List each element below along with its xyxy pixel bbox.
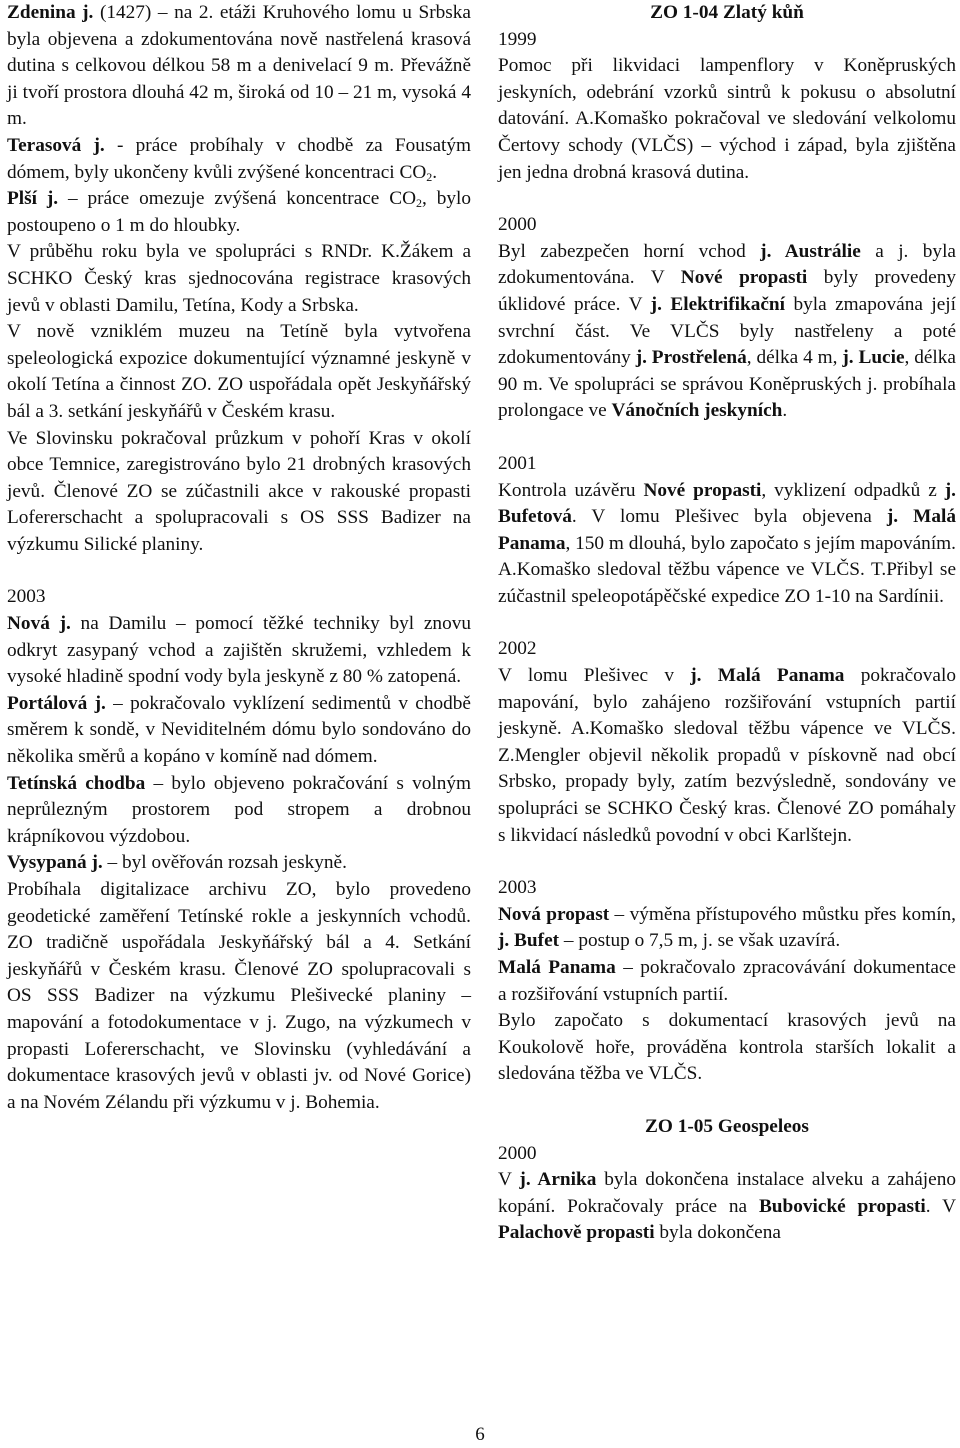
- paragraph-koukolova: Bylo započato s dokumentací krasových jevů na Koukolově hoře, prováděna kontrola starších lokalit a sledována těžba ve VLČS.: [498, 1010, 956, 1085]
- paragraph-vysypana: Vysypaná j. – byl ověřován rozsah jeskyně.: [7, 852, 347, 874]
- paragraph-nova: Nová j. na Damilu – pomocí těžké techniky byl znovu odkryt zasypaný vchod a zajištěn skružemi, vzhledem k vysoké hladině spodní vody byla jeskyně z 80 % zatopená.: [7, 613, 471, 688]
- paragraph-mala-panama: Malá Panama – pokračovalo zpracovávání dokumentace a rozšiřování vstupních partií.: [498, 957, 956, 1005]
- page-number: 6: [475, 1424, 485, 1445]
- paragraph-terasova: Terasová j. - práce probíhaly v chodbě za Fousatým dómem, byly ukončeny kvůli zvýšené koncentraci $CO_2$.: [7, 134, 471, 184]
- section-heading-zo-1-05: ZO 1-05 Geospeleos: [645, 1115, 809, 1137]
- year-2003: 2003: [7, 586, 46, 608]
- paragraph-tetinska: Tetínská chodba – bylo objeveno pokračování s volným neprůlezným prostorem pod stropem a drobnou krápníkovou výzdobou.: [7, 772, 471, 847]
- year-2002: 2002: [498, 638, 537, 660]
- section-heading-zo-1-04: ZO 1-04 Zlatý kůň: [650, 2, 804, 23]
- paragraph-registrace: V průběhu roku byla ve spolupráci s RNDr. K.Žákem a SCHKO Český kras sjednocována registrace krasových jevů v oblasti Damilu, Tetína, Kody a Srbska.: [7, 241, 471, 316]
- paragraph-nova-propast: Nová propast – výměna přístupového můstku přes komín, j. Bufet – postup o 7,5 m, j. se však uzavírá.: [498, 903, 957, 952]
- paragraph-zdenina: Zdenina j. (1427) – na 2. etáži Kruhového lomu u Srbska byla objevena a zdokumentována nově nastřelená krasová dutina s celkovou délkou 58 m a denivelací 9 m. Převážně ji tvoří prostora dlouhá 42 m, široká od 10 – 21 m, vysoká 4 m.: [7, 2, 471, 130]
- paragraph-2000: Byl zabezpečen horní vchod j. Austrálie a j. byla zdokumentována. V Nové propasti byly provedeny úklidové práce. V j. Elektrifikační byla zmapována její svrchní část. Ve VLČS byly nastřeleny a poté zdokumentovány j. Prostřelená, délka 4 m, j. Lucie, délka 90 m. Ve spolupráci se správou Koněpruských j. probíhala prolongace ve Vánočních jeskyních.: [498, 240, 956, 422]
- year-2001: 2001: [498, 452, 537, 474]
- year-2000: 2000: [498, 214, 537, 236]
- paragraph-1999: Pomoc při likvidaci lampenflory v Koněpruských jeskyních, odebrání vzorků sintrů k pokusu o absolutní datování. A.Komaško pokračoval ve sledování velkolomu Čertovy schody (VLČS) – východ i západ, byla zjištěna jen jedna drobná krasová dutina.: [498, 55, 956, 183]
- year-1999: 1999: [498, 28, 537, 50]
- paragraph-portalova: Portálová j. – pokračovalo vyklízení sedimentů v chodbě směrem k sondě, v Neviditelném dómu bylo sondováno do několika směrů a kopáno v komíně nad dómem.: [7, 692, 471, 768]
- paragraph-digitalizace: Probíhala digitalizace archivu ZO, bylo provedeno geodetické zaměření Tetínské rokle a jeskynních vchodů. ZO tradičně uspořádala Jeskyňářský bál a 4. Setkání jeskyňářů v Českém krasu. Členové ZO spolupracovali s OS SSS Badizer na výzkumu Plešivecké planiny – mapování a fotodokumentace v j. Zugo, na výzkumech v propasti Lofererschacht, ve Slovinsku (vyhledávání a dokumentace krasových jevů v oblasti jv. od Nové Gorice) a na Novém Zélandu při výzkumu v j. Bohemia.: [7, 879, 471, 1113]
- year-2000-geospeleos: 2000: [498, 1142, 537, 1164]
- paragraph-2001: Kontrola uzávěru Nové propasti, vyklizení odpadků z j. Bufetová. V lomu Plešivec byla objevena j. Malá Panama, 150 m dlouhá, bylo započato s jejím mapováním. A.Komaško sledoval těžbu vápence ve VLČS. T.Přibyl se zúčastnil speleopotápěčské expedice ZO 1-10 na Sardínii.: [498, 479, 956, 607]
- paragraph-2002: V lomu Plešivec v j. Malá Panama pokračovalo mapování, bylo zahájeno rozšiřování vstupních partií jeskyně. A.Komaško sledoval těžbu vápence ve VLČS. Z.Mengler objevil několik propadů v pískovně nad obcí Srbsko, propady byly, zatím bezvýsledně, sondovány ve spolupráci se SCHKO Český kras. Členové ZO pomáhaly s likvidací následků povodní v obci Karlštejn.: [498, 665, 956, 846]
- paragraph-muzeum: V nově vzniklém muzeu na Tetíně byla vytvořena speleologická expozice dokumentující významné jeskyně v okolí Tetína a činnost ZO. ZO uspořádala opět Jeskyňářský bál a 3. setkání jeskyňářů v Českém krasu.: [7, 321, 471, 422]
- left-column: [7, 0, 471, 1116]
- right-column: [498, 0, 956, 1247]
- paragraph-plsi: Plší j. – práce omezuje zvýšená koncentrace $CO_2$, bylo postoupeno o 1 m do hloubky.: [7, 188, 471, 236]
- year-2003-right: 2003: [498, 877, 537, 899]
- paragraph-arnika: V j. Arnika byla dokončena instalace alveku a zahájeno kopání. Pokračovaly práce na Bubovické propasti. V Palachově propasti byla dokončena: [498, 1169, 957, 1244]
- paragraph-slovinsko: Ve Slovinsku pokračoval průzkum v pohoří Kras v okolí obce Temnice, zaregistrováno bylo 21 drobných krasových jevů. Členové ZO se zúčastnili akce v rakouské propasti Lofererschacht a spolupracovali s OS SSS Badizer na výzkumu Silické planiny.: [7, 427, 471, 555]
